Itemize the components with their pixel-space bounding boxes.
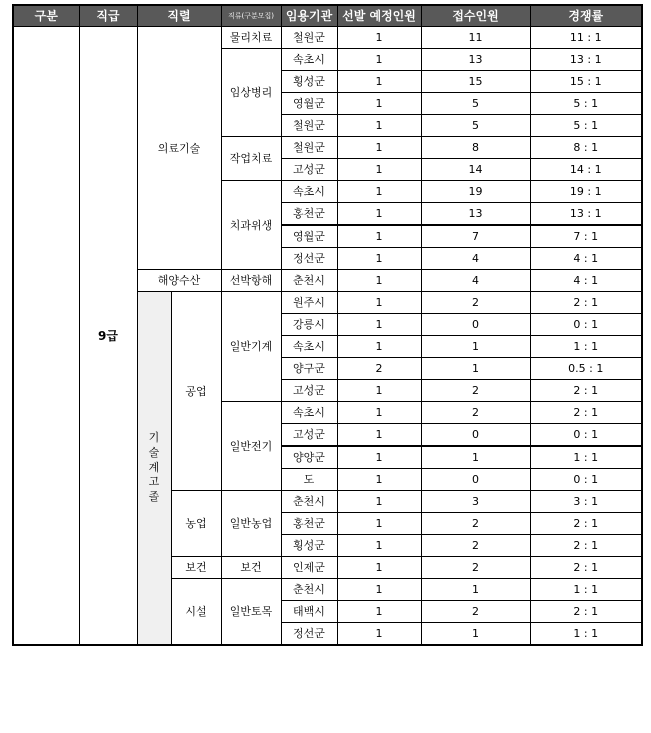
type-clinical: 임상병리 [221, 49, 281, 137]
agency-cell: 속초시 [281, 49, 337, 71]
rate-cell: 1 : 1 [530, 336, 642, 358]
planned-cell: 1 [337, 446, 421, 469]
agency-cell: 양양군 [281, 446, 337, 469]
type-civil: 일반토목 [221, 579, 281, 646]
applicants-cell: 2 [421, 601, 530, 623]
applicants-cell: 2 [421, 557, 530, 579]
recruitment-table [12, 4, 643, 646]
rate-cell: 2 : 1 [530, 292, 642, 314]
planned-cell: 1 [337, 601, 421, 623]
agency-cell: 영월군 [281, 225, 337, 248]
agency-cell: 도 [281, 469, 337, 491]
rate-cell: 7 : 1 [530, 225, 642, 248]
series-tech-char: 술 [148, 445, 160, 459]
series-medical: 의료기술 [137, 27, 221, 270]
series-tech-char: 졸 [148, 490, 160, 504]
applicants-cell: 11 [421, 27, 530, 49]
planned-cell: 1 [337, 292, 421, 314]
subseries-industry: 공업 [171, 292, 221, 491]
rate-cell: 15 : 1 [530, 71, 642, 93]
rate-cell: 1 : 1 [530, 579, 642, 601]
planned-cell: 1 [337, 203, 421, 226]
agency-cell: 횡성군 [281, 535, 337, 557]
agency-cell: 고성군 [281, 380, 337, 402]
agency-cell: 춘천시 [281, 270, 337, 292]
planned-cell: 1 [337, 513, 421, 535]
applicants-cell: 2 [421, 535, 530, 557]
type-agri: 일반농업 [221, 491, 281, 557]
applicants-cell: 3 [421, 491, 530, 513]
applicants-cell: 13 [421, 49, 530, 71]
applicants-cell: 15 [421, 71, 530, 93]
applicants-cell: 8 [421, 137, 530, 159]
agency-cell: 홍천군 [281, 203, 337, 226]
header-planned: 선발 예정인원 [337, 5, 421, 27]
rate-cell: 11 : 1 [530, 27, 642, 49]
applicants-cell: 1 [421, 358, 530, 380]
applicants-cell: 2 [421, 402, 530, 424]
planned-cell: 1 [337, 314, 421, 336]
agency-cell: 고성군 [281, 424, 337, 447]
type-occupational: 작업치료 [221, 137, 281, 181]
rate-cell: 13 : 1 [530, 203, 642, 226]
rate-cell: 3 : 1 [530, 491, 642, 513]
rate-cell: 2 : 1 [530, 601, 642, 623]
agency-cell: 정선군 [281, 248, 337, 270]
planned-cell: 1 [337, 491, 421, 513]
rate-cell: 5 : 1 [530, 115, 642, 137]
type-dental: 치과위생 [221, 181, 281, 270]
category-cell [13, 27, 79, 646]
planned-cell: 1 [337, 27, 421, 49]
agency-cell: 홍천군 [281, 513, 337, 535]
rate-cell: 2 : 1 [530, 380, 642, 402]
rate-cell: 2 : 1 [530, 557, 642, 579]
agency-cell: 고성군 [281, 159, 337, 181]
subseries-health: 보건 [171, 557, 221, 579]
applicants-cell: 0 [421, 314, 530, 336]
series-tech-char: 고 [148, 475, 160, 489]
planned-cell: 1 [337, 137, 421, 159]
planned-cell: 1 [337, 424, 421, 447]
applicants-cell: 1 [421, 446, 530, 469]
agency-cell: 속초시 [281, 181, 337, 203]
rate-cell: 8 : 1 [530, 137, 642, 159]
agency-cell: 속초시 [281, 336, 337, 358]
header-rate: 경쟁률 [530, 5, 642, 27]
series-tech-char: 기 [148, 430, 160, 444]
header-applicants: 접수인원 [421, 5, 530, 27]
rate-cell: 14 : 1 [530, 159, 642, 181]
applicants-cell: 2 [421, 380, 530, 402]
rate-cell: 1 : 1 [530, 446, 642, 469]
planned-cell: 1 [337, 469, 421, 491]
rate-cell: 2 : 1 [530, 402, 642, 424]
header-category: 구분 [13, 5, 79, 27]
applicants-cell: 19 [421, 181, 530, 203]
rate-cell: 0.5 : 1 [530, 358, 642, 380]
recruitment-table-container [12, 4, 641, 646]
agency-cell: 춘천시 [281, 491, 337, 513]
agency-cell: 원주시 [281, 292, 337, 314]
agency-cell: 철원군 [281, 115, 337, 137]
applicants-cell: 7 [421, 225, 530, 248]
applicants-cell: 14 [421, 159, 530, 181]
applicants-cell: 2 [421, 513, 530, 535]
applicants-cell: 13 [421, 203, 530, 226]
applicants-cell: 4 [421, 270, 530, 292]
rate-cell: 5 : 1 [530, 93, 642, 115]
planned-cell: 1 [337, 93, 421, 115]
rate-cell: 4 : 1 [530, 248, 642, 270]
rate-cell: 0 : 1 [530, 314, 642, 336]
header-type: 직류(구분모집) [221, 5, 281, 27]
rate-cell: 0 : 1 [530, 469, 642, 491]
planned-cell: 1 [337, 270, 421, 292]
planned-cell: 2 [337, 358, 421, 380]
applicants-cell: 0 [421, 424, 530, 447]
planned-cell: 1 [337, 248, 421, 270]
agency-cell: 인제군 [281, 557, 337, 579]
applicants-cell: 2 [421, 292, 530, 314]
rate-cell: 1 : 1 [530, 623, 642, 646]
grade-cell: 9급 [79, 27, 137, 646]
type-health: 보건 [221, 557, 281, 579]
rate-cell: 19 : 1 [530, 181, 642, 203]
agency-cell: 정선군 [281, 623, 337, 646]
planned-cell: 1 [337, 49, 421, 71]
agency-cell: 영월군 [281, 93, 337, 115]
subseries-facility: 시설 [171, 579, 221, 646]
rate-cell: 4 : 1 [530, 270, 642, 292]
rate-cell: 0 : 1 [530, 424, 642, 447]
applicants-cell: 1 [421, 579, 530, 601]
header-grade: 직급 [79, 5, 137, 27]
table-row [13, 27, 642, 49]
planned-cell: 1 [337, 535, 421, 557]
agency-cell: 철원군 [281, 137, 337, 159]
subseries-agri: 농업 [171, 491, 221, 557]
agency-cell: 춘천시 [281, 579, 337, 601]
agency-cell: 횡성군 [281, 71, 337, 93]
planned-cell: 1 [337, 380, 421, 402]
agency-cell: 철원군 [281, 27, 337, 49]
planned-cell: 1 [337, 115, 421, 137]
series-tech-char: 계 [148, 460, 160, 474]
agency-cell: 속초시 [281, 402, 337, 424]
planned-cell: 1 [337, 623, 421, 646]
header-row [13, 5, 642, 27]
type-elec: 일반전기 [221, 402, 281, 491]
applicants-cell: 5 [421, 115, 530, 137]
type-marine-nav: 선박항해 [221, 270, 281, 292]
series-marine: 해양수산 [137, 270, 221, 292]
planned-cell: 1 [337, 402, 421, 424]
applicants-cell: 0 [421, 469, 530, 491]
type-mech: 일반기계 [221, 292, 281, 402]
header-agency: 임용기관 [281, 5, 337, 27]
planned-cell: 1 [337, 159, 421, 181]
applicants-cell: 1 [421, 623, 530, 646]
rate-cell: 2 : 1 [530, 535, 642, 557]
applicants-cell: 1 [421, 336, 530, 358]
applicants-cell: 4 [421, 248, 530, 270]
planned-cell: 1 [337, 181, 421, 203]
rate-cell: 2 : 1 [530, 513, 642, 535]
agency-cell: 양구군 [281, 358, 337, 380]
planned-cell: 1 [337, 557, 421, 579]
applicants-cell: 5 [421, 93, 530, 115]
planned-cell: 1 [337, 225, 421, 248]
header-series: 직렬 [137, 5, 221, 27]
series-tech-highschool [137, 292, 171, 646]
planned-cell: 1 [337, 579, 421, 601]
planned-cell: 1 [337, 71, 421, 93]
type-physio: 물리치료 [221, 27, 281, 49]
agency-cell: 강릉시 [281, 314, 337, 336]
agency-cell: 태백시 [281, 601, 337, 623]
planned-cell: 1 [337, 336, 421, 358]
rate-cell: 13 : 1 [530, 49, 642, 71]
